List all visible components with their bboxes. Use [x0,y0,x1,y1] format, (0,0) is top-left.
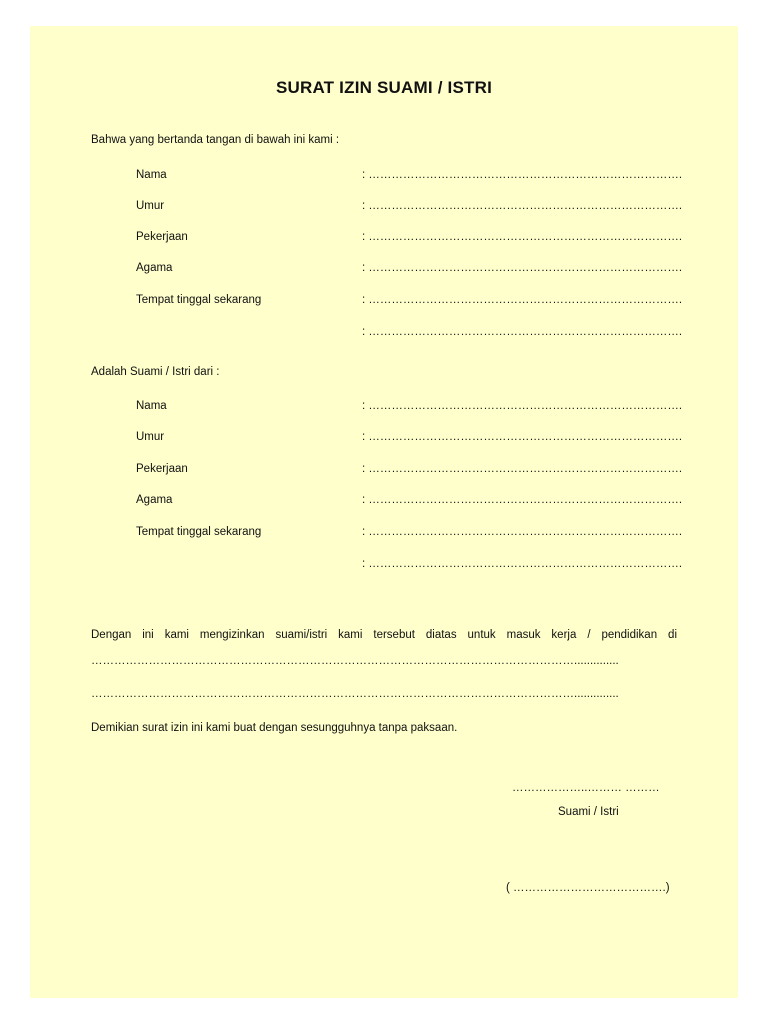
closing-text: Demikian surat izin ini kami buat dengan sesungguhnya tanpa paksaan. [91,722,458,734]
section2-heading: Adalah Suami / Istri dari : [91,366,220,378]
fill-in-line: : ………………………………………………………………………. [362,200,683,212]
blank-line: ……………………………………………………………………………………………………………….............. [91,688,619,700]
fill-in-line: : ………………………………………………………………………. [362,262,683,274]
field-label: Umur [136,431,165,443]
field-label: Agama [136,262,173,274]
signature-name-line: ( ………………………………….) [506,882,670,894]
fill-in-line: : ………………………………………………………………………. [362,326,683,338]
fill-in-line: : ………………………………………………………………………. [362,526,683,538]
permission-text: Dengan ini kami mengizinkan suami/istri kami tersebut diatas untuk masuk kerja / pendidikan di [91,629,677,641]
field-label: Nama [136,400,167,412]
field-label: Tempat tinggal sekarang [136,294,262,306]
field-label: Pekerjaan [136,463,188,475]
fill-in-line: : ………………………………………………………………………. [362,558,683,570]
field-label: Pekerjaan [136,231,188,243]
fill-in-line: : ………………………………………………………………………. [362,494,683,506]
fill-in-line: : ………………………………………………………………………. [362,169,683,181]
fill-in-line: : ………………………………………………………………………. [362,463,683,475]
fill-in-line: : ………………………………………………………………………. [362,231,683,243]
field-label: Umur [136,200,165,212]
field-label: Nama [136,169,167,181]
blank-line: ……………………………………………………………………………………………………………….............. [91,655,619,667]
document-title: SURAT IZIN SUAMI / ISTRI [275,78,493,97]
signature-role: Suami / Istri [558,806,619,818]
field-label: Tempat tinggal sekarang [136,526,262,538]
field-label: Agama [136,494,173,506]
fill-in-line: : ………………………………………………………………………. [362,431,683,443]
fill-in-line: : ………………………………………………………………………. [362,400,683,412]
signature-place-date: ………………..……… ……… [512,782,660,794]
intro-text: Bahwa yang bertanda tangan di bawah ini kami : [91,134,340,146]
fill-in-line: : ………………………………………………………………………. [362,294,683,306]
